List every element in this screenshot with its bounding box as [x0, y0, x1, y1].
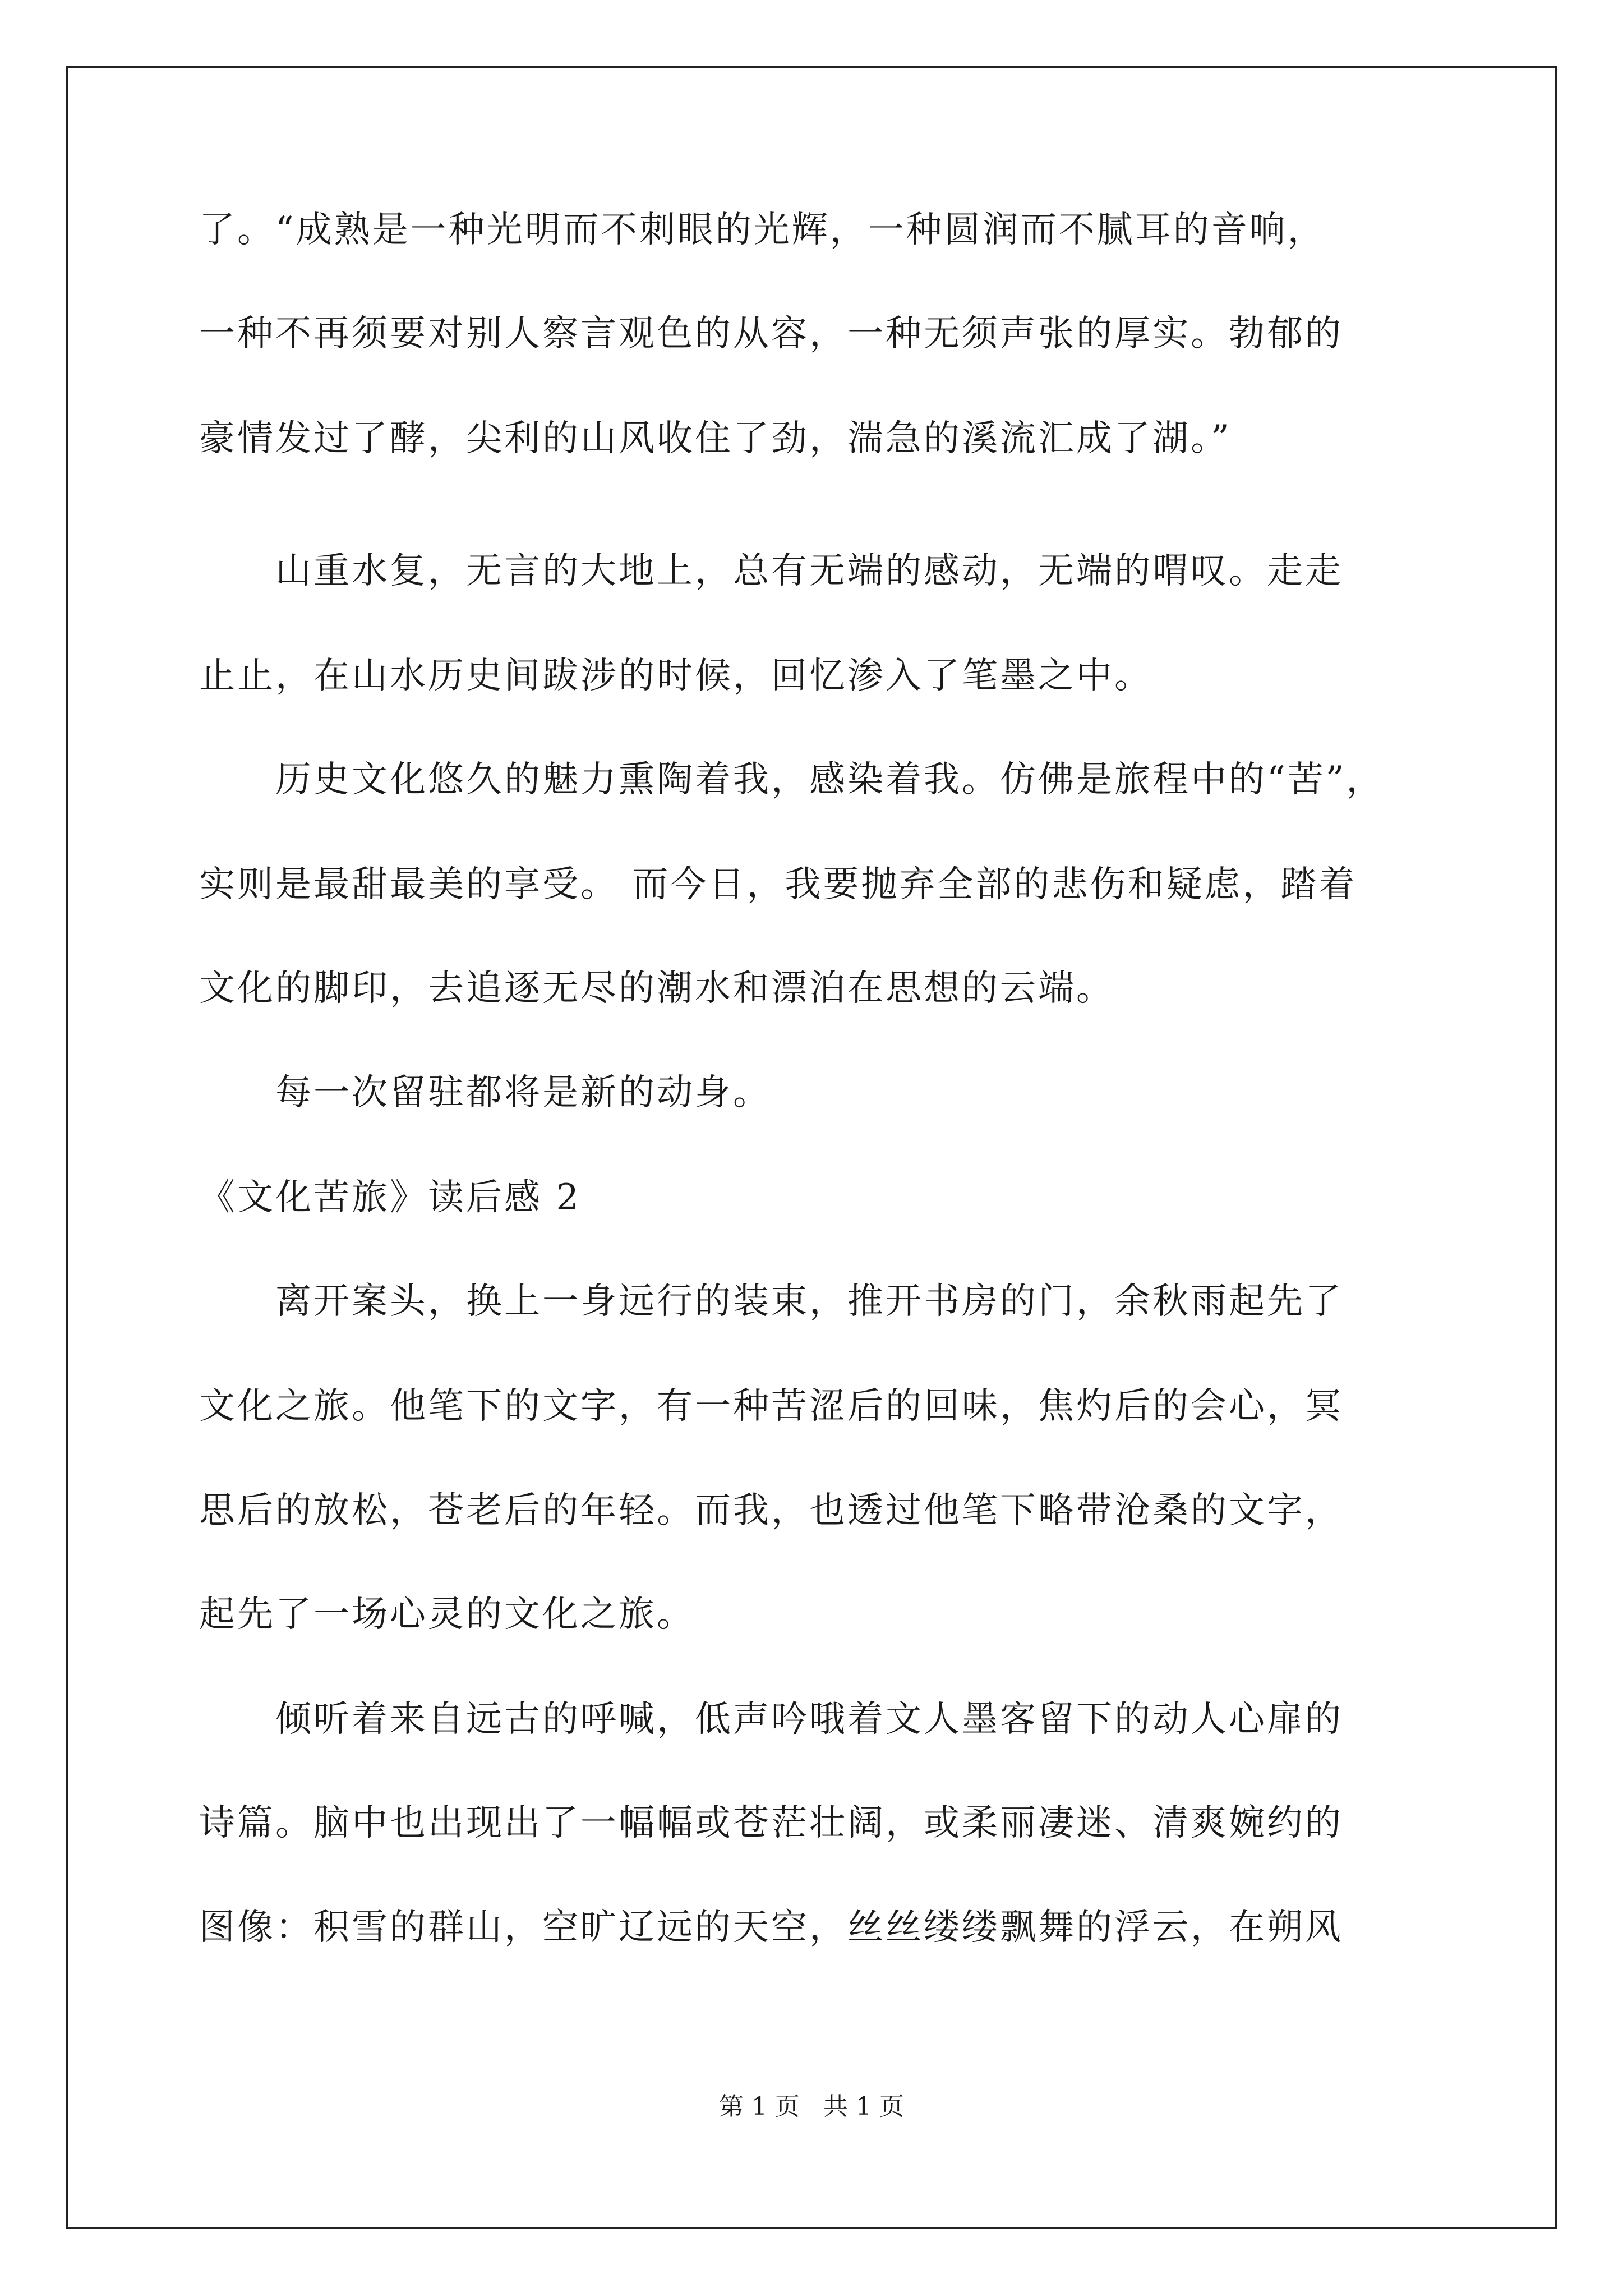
page-footer: 第 1 页 共 1 页: [719, 2092, 904, 2121]
body-line: 豪情发过了酵，尖利的山风收住了劲，湍急的溪流汇成了湖。”: [199, 418, 1232, 459]
body-line: 历史文化悠久的魅力熏陶着我，感染着我。仿佛是旅程中的“苦”，: [199, 759, 1385, 800]
body-line: 了。“成熟是一种光明而不刺眼的光辉，一种圆润而不腻耳的音响，: [199, 209, 1326, 251]
body-line: 文化之旅。他笔下的文字，有一种苦涩后的回味，焦灼后的会心，冥: [199, 1386, 1343, 1427]
body-line: 实则是最甜最美的享受。 而今日，我要抛弃全部的悲伤和疑虑，踏着: [199, 864, 1357, 905]
body-line: 一种不再须要对别人察言观色的从容，一种无须声张的厚实。勃郁的: [199, 313, 1343, 355]
body-line: 离开案头，换上一身远行的装束，推开书房的门，余秋雨起先了: [199, 1281, 1343, 1322]
body-line: 山重水复，无言的大地上，总有无端的感动，无端的喟叹。走走: [199, 550, 1343, 592]
body-line: 止止，在山水历史间跋涉的时候，回忆渗入了笔墨之中。: [199, 655, 1152, 697]
body-line: 文化的脚印，去追逐无尽的潮水和漂泊在思想的云端。: [199, 968, 1114, 1009]
page-border: [66, 66, 1557, 2229]
body-line: 每一次留驻都将是新的动身。: [199, 1072, 771, 1114]
body-line: 起先了一场心灵的文化之旅。: [199, 1594, 695, 1635]
body-line: 思后的放松，苍老后的年轻。而我，也透过他笔下略带沧桑的文字，: [199, 1490, 1343, 1531]
body-line: 图像：积雪的群山，空旷辽远的天空，丝丝缕缕飘舞的浮云，在朔风: [199, 1907, 1343, 1948]
body-line: 诗篇。脑中也出现出了一幅幅或苍茫壮阔，或柔丽凄迷、清爽婉约的: [199, 1802, 1343, 1844]
body-line: 倾听着来自远古的呼喊，低声吟哦着文人墨客留下的动人心扉的: [199, 1699, 1343, 1740]
section-heading: 《文化苦旅》读后感 2: [199, 1177, 582, 1218]
